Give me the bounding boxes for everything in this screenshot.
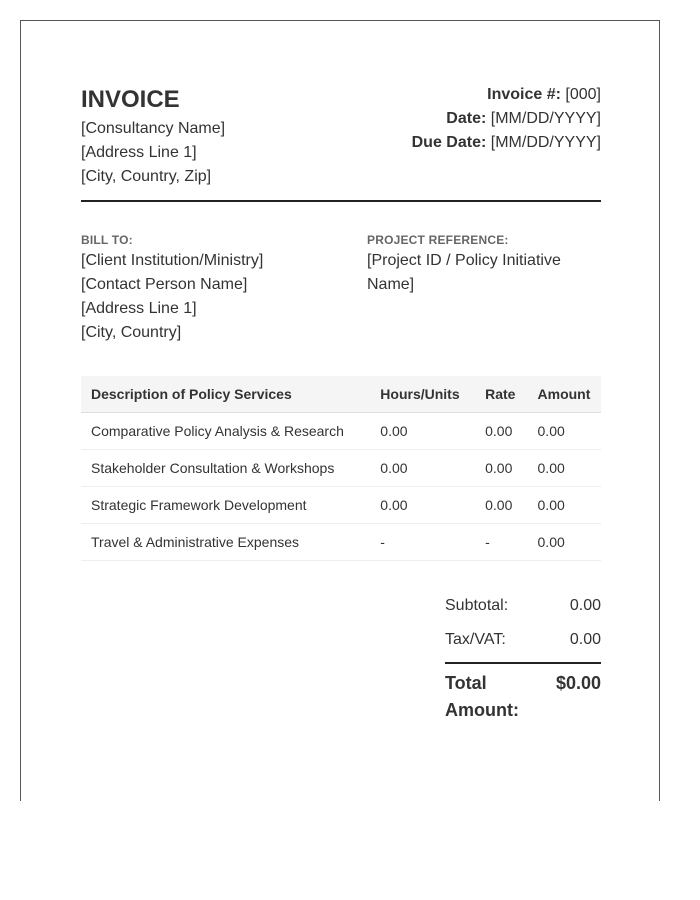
due-date-row xyxy=(412,131,601,155)
consultancy-name: [Consultancy Name] xyxy=(81,120,226,137)
row-rate: 0.00 xyxy=(475,487,527,524)
header-amount: Amount xyxy=(528,376,601,413)
row-hours: 0.00 xyxy=(370,413,475,450)
tax-label: Tax/VAT: xyxy=(445,631,506,648)
row-rate: 0.00 xyxy=(475,450,527,487)
project-reference-section xyxy=(367,233,601,297)
row-description: Strategic Framework Development xyxy=(81,487,370,524)
invoice-date-row xyxy=(412,107,601,131)
tax-row xyxy=(445,628,601,662)
invoice-title: INVOICE xyxy=(81,86,180,113)
row-description: Stakeholder Consultation & Workshops xyxy=(81,450,370,487)
row-hours: 0.00 xyxy=(370,487,475,524)
totals-divider xyxy=(445,662,601,664)
row-amount: 0.00 xyxy=(528,450,601,487)
due-date-label: Due Date: xyxy=(411,134,487,151)
subtotal-row xyxy=(445,594,601,628)
table-row xyxy=(81,413,601,450)
invoice-header xyxy=(81,83,601,200)
header-hours: Hours/Units xyxy=(370,376,475,413)
invoice-number-row xyxy=(412,83,601,107)
bill-to-section xyxy=(81,233,351,345)
consultancy-address-line-1: [Address Line 1] xyxy=(81,144,197,161)
consultancy-city-country-zip: [City, Country, Zip] xyxy=(81,168,212,185)
table-header-row xyxy=(81,376,601,413)
header-description: Description of Policy Services xyxy=(81,376,370,413)
client-city-country: [City, Country] xyxy=(81,324,182,341)
row-rate: 0.00 xyxy=(475,413,527,450)
bill-to-lines xyxy=(81,249,351,345)
header-divider xyxy=(81,200,601,202)
subtotal-label: Subtotal: xyxy=(445,597,509,614)
services-table xyxy=(81,376,601,561)
row-hours: 0.00 xyxy=(370,450,475,487)
total-amount-value: $0.00 xyxy=(555,673,601,693)
subtotal-value: 0.00 xyxy=(569,597,601,614)
tax-value: 0.00 xyxy=(569,631,601,648)
contact-person: [Contact Person Name] xyxy=(81,276,248,293)
invoice-date-value: [MM/DD/YYYY] xyxy=(490,110,601,127)
row-hours: - xyxy=(370,524,475,561)
header-rate: Rate xyxy=(475,376,527,413)
client-address-line-1: [Address Line 1] xyxy=(81,300,197,317)
invoice-number-value: [000] xyxy=(565,86,601,103)
invoice-date-label: Date: xyxy=(446,110,487,127)
client-name: [Client Institution/Ministry] xyxy=(81,252,264,269)
project-reference-value: [Project ID / Policy Initiative Name] xyxy=(367,252,561,293)
project-reference-label: PROJECT REFERENCE: xyxy=(367,233,509,247)
total-amount-label: Total Amount: xyxy=(445,673,519,720)
bill-to-label: BILL TO: xyxy=(81,233,133,247)
table-row xyxy=(81,450,601,487)
row-description: Comparative Policy Analysis & Research xyxy=(81,413,370,450)
total-amount-row xyxy=(445,670,601,730)
row-amount: 0.00 xyxy=(528,524,601,561)
invoice-number-label: Invoice #: xyxy=(487,86,561,103)
due-date-value: [MM/DD/YYYY] xyxy=(490,134,601,151)
row-amount: 0.00 xyxy=(528,487,601,524)
consultancy-details xyxy=(81,117,225,189)
totals-section xyxy=(445,594,601,730)
row-amount: 0.00 xyxy=(528,413,601,450)
table-row xyxy=(81,524,601,561)
invoice-page xyxy=(20,20,660,801)
row-rate: - xyxy=(475,524,527,561)
invoice-meta xyxy=(412,83,601,155)
table-row xyxy=(81,487,601,524)
row-description: Travel & Administrative Expenses xyxy=(81,524,370,561)
